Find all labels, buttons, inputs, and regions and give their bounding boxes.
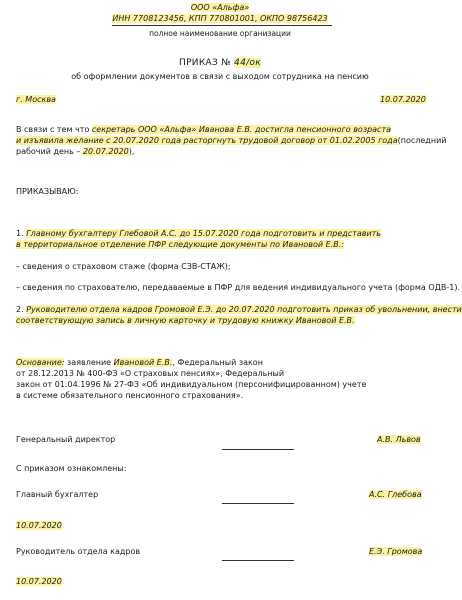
item-1-text-1: Главному бухгалтеру Глебовой А.С. до 15.07.2020 года подготовить и представить (26, 229, 382, 238)
ack-label: С приказом ознакомлены: (16, 464, 127, 473)
preamble-highlight-2: и изъявила желание с 20.07.2020 года расторгнуть трудовой договор от 01.02.2005 года (16, 136, 398, 145)
basis-label: Основание: (16, 358, 65, 367)
order-word: ПРИКАЗЫВАЮ: (16, 187, 79, 196)
item-2-line-2 (16, 316, 355, 325)
preamble-highlight-1: секретарь ООО «Альфа» Иванова Е.В. достигла пенсионного возраста (91, 125, 392, 134)
accountant-signature-line (222, 503, 294, 504)
org-requisites-text: ИНН 7708123456, КПП 770801001, ОКПО 98756423 (112, 14, 328, 23)
director-name (377, 435, 421, 444)
preamble-text-2: (последний (397, 136, 447, 145)
preamble-text-1: В связи с тем что (16, 125, 90, 134)
order-subject: об оформлении документов в связи с выходом сотрудника на пенсию (71, 72, 369, 81)
basis-line-4: в системе обязательного пенсионного страхования». (16, 391, 244, 400)
accountant-date-text: 10.07.2020 (16, 521, 62, 530)
item-1-line-2 (16, 240, 344, 249)
basis-text-4: Федеральный (225, 369, 285, 378)
preamble-line-3 (16, 147, 134, 156)
item-1-number: 1. (16, 229, 24, 238)
item-1-bullet-1: – сведения о страховом стаже (форма СЗВ-СТАЖ); (16, 262, 231, 271)
item-1-bullet-2: – сведения по страхователю, передаваемые в ПФР для ведения индивидуального учета (форма ОДВ-1). (16, 283, 461, 292)
hr-name-text: Е.Э. Громова (369, 547, 423, 556)
basis-line-2 (16, 369, 284, 378)
basis-line-3: закон от 01.04.1996 № 27-ФЗ «Об индивидуальном (персонифицированном) учете (16, 380, 367, 389)
item-2-text-1: Руководителю отдела кадров Громовой Е.Э. до 20.07.2020 подготовить приказ об увольнении, внести (26, 305, 462, 314)
org-name-text: ООО «Альфа» (190, 3, 250, 12)
hr-signature-line (222, 560, 294, 561)
accountant-date (16, 521, 62, 530)
item-2-number: 2. (16, 305, 24, 314)
director-name-text: А.В. Львов (377, 435, 421, 444)
order-date (380, 95, 426, 104)
order-city-text: г. Москва (16, 95, 56, 104)
basis-line-1 (16, 358, 263, 367)
director-signature-line (222, 449, 294, 450)
org-name (0, 3, 440, 12)
order-date-text: 10.07.2020 (380, 95, 426, 104)
item-1-text-2: в территориальное отделение ПФР следующие документы по Ивановой Е.В.: (16, 240, 344, 249)
org-name-caption: полное наименование организации (149, 29, 291, 38)
hr-role: Руководитель отдела кадров (16, 547, 141, 556)
org-requisites (0, 14, 440, 23)
order-number: 44/ок (234, 58, 261, 68)
preamble-text-4: ), (128, 147, 135, 156)
hr-date (16, 577, 62, 586)
director-role: Генеральный директор (16, 435, 116, 444)
basis-text-3: от 28.12.2013 № 400-ФЗ «О страховых пенсиях», (16, 369, 223, 378)
preamble-text-3: рабочий день – (16, 147, 81, 156)
accountant-name-text: А.С. Глебова (369, 490, 422, 499)
accountant-role: Главный бухгалтер (16, 490, 99, 499)
order-title (0, 58, 440, 68)
preamble-line-1 (16, 125, 391, 134)
org-name-underline (112, 25, 332, 26)
basis-text-1: заявление (67, 358, 112, 367)
accountant-name (369, 490, 422, 499)
item-2-line-1 (16, 305, 462, 314)
hr-name (369, 547, 422, 556)
basis-name: Ивановой Е.В. (113, 358, 173, 367)
hr-date-text: 10.07.2020 (16, 577, 62, 586)
preamble-line-2 (16, 136, 446, 145)
item-1-line-1 (16, 229, 381, 238)
basis-text-2: , Федеральный закон (172, 358, 263, 367)
order-city (16, 95, 56, 104)
preamble-highlight-3: 20.07.2020 (82, 147, 129, 156)
order-title-prefix: ПРИКАЗ № (179, 58, 231, 68)
item-2-text-2: соответствующую запись в личную карточку и трудовую книжку Ивановой Е.В. (16, 316, 355, 325)
